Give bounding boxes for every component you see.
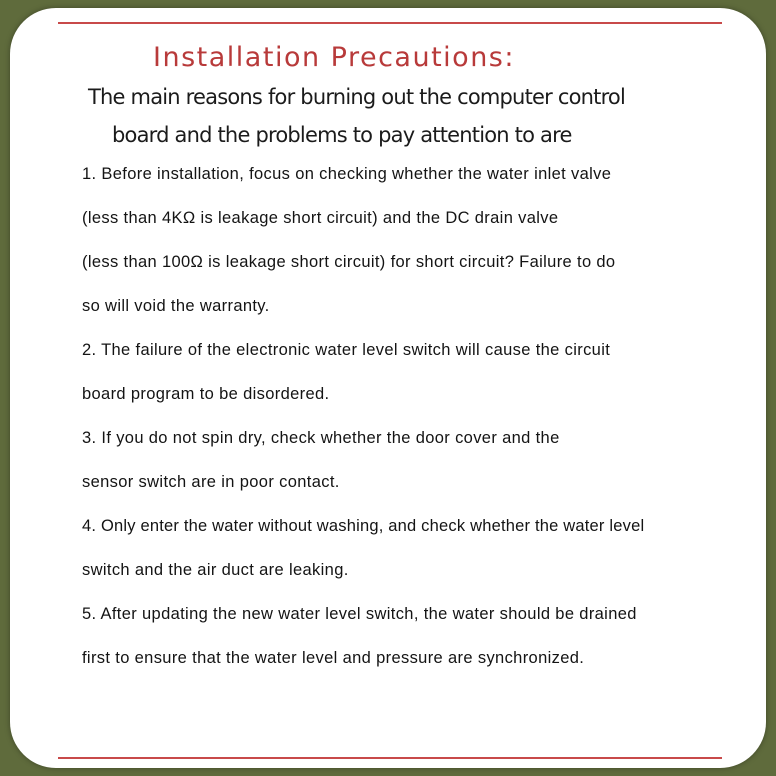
body-line: (less than 100Ω is leakage short circuit) for short circuit? Failure to do: [82, 253, 616, 271]
subtitle-line: board and the problems to pay attention to are: [112, 123, 572, 147]
body-line: sensor switch are in poor contact.: [82, 473, 340, 491]
document-title: Installation Precautions:: [153, 42, 515, 73]
body-line: 5. After updating the new water level switch, the water should be drained: [82, 605, 637, 623]
body-line: (less than 4KΩ is leakage short circuit) and the DC drain valve: [82, 209, 559, 227]
body-line: board program to be disordered.: [82, 385, 330, 403]
body-line: switch and the air duct are leaking.: [82, 561, 349, 579]
body-line: so will void the warranty.: [82, 297, 270, 315]
body-line: 1. Before installation, focus on checking whether the water inlet valve: [82, 165, 612, 183]
body-line: 4. Only enter the water without washing, and check whether the water level: [82, 517, 645, 535]
bottom-divider: [58, 757, 722, 759]
body-line: 2. The failure of the electronic water level switch will cause the circuit: [82, 341, 611, 359]
body-line: first to ensure that the water level and pressure are synchronized.: [82, 649, 585, 667]
top-divider: [58, 22, 722, 24]
subtitle-line: The main reasons for burning out the computer control: [88, 85, 626, 109]
body-line: 3. If you do not spin dry, check whether the door cover and the: [82, 429, 560, 447]
